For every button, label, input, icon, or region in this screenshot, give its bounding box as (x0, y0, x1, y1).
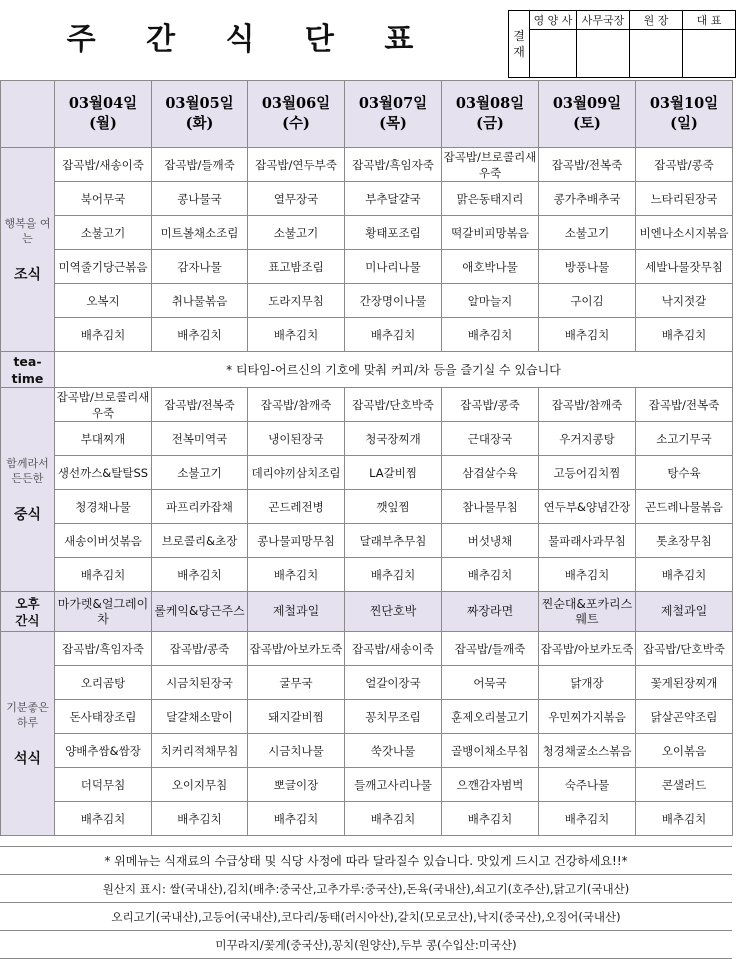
menu-item: 잡곡밥/브로콜리새우죽 (55, 388, 152, 422)
menu-item: 연두부&양념간장 (539, 490, 636, 524)
menu-item: 훈제오리불고기 (442, 700, 539, 734)
menu-item: 잡곡밥/브로콜리새우죽 (442, 148, 539, 182)
approval-role: 사무국장 (577, 11, 630, 30)
snack-item: 마가렛&얼그레이차 (55, 592, 152, 632)
menu-item: 탕수육 (636, 456, 733, 490)
menu-item: 배추김치 (636, 802, 733, 836)
menu-item: 소불고기 (539, 216, 636, 250)
day-weekday: (금) (476, 115, 504, 132)
snack-item: 제철과일 (248, 592, 345, 632)
menu-item: 오복지 (55, 284, 152, 318)
menu-item: 소불고기 (248, 216, 345, 250)
menu-item: 배추김치 (345, 558, 442, 592)
menu-item: 잡곡밥/흑임자죽 (345, 148, 442, 182)
menu-item: 북어무국 (55, 182, 152, 216)
menu-item: 잡곡밥/콩죽 (442, 388, 539, 422)
menu-item: 배추김치 (345, 802, 442, 836)
menu-item: 잡곡밥/전복죽 (539, 148, 636, 182)
menu-item: 맑은동태지리 (442, 182, 539, 216)
menu-item: 근대장국 (442, 422, 539, 456)
menu-item: 구이김 (539, 284, 636, 318)
menu-item: 잡곡밥/들깨죽 (442, 632, 539, 666)
menu-item: 배추김치 (55, 558, 152, 592)
menu-item: 달걀채소말이 (152, 700, 248, 734)
menu-item: 잡곡밥/참깨죽 (539, 388, 636, 422)
menu-item: 쑥갓나물 (345, 734, 442, 768)
menu-item: 어묵국 (442, 666, 539, 700)
menu-item: LA갈비찜 (345, 456, 442, 490)
menu-item: 우민찌가지볶음 (539, 700, 636, 734)
menu-item: 배추김치 (442, 318, 539, 352)
menu-item: 떡갈비피망볶음 (442, 216, 539, 250)
corner-cell (1, 81, 55, 148)
menu-item: 청국장찌개 (345, 422, 442, 456)
day-date: 03월04일 (68, 95, 138, 112)
menu-item: 골뱅이채소무침 (442, 734, 539, 768)
menu-item: 물파래사과무침 (539, 524, 636, 558)
menu-item: 열무장국 (248, 182, 345, 216)
menu-item: 잡곡밥/새송이죽 (345, 632, 442, 666)
menu-item: 콘샐러드 (636, 768, 733, 802)
menu-item: 꽁치무조림 (345, 700, 442, 734)
menu-item: 감자나물 (152, 250, 248, 284)
approval-role: 원 장 (630, 11, 683, 30)
header (0, 0, 736, 80)
menu-item: 잡곡밥/들깨죽 (152, 148, 248, 182)
menu-item: 브로콜리&초장 (152, 524, 248, 558)
menu-item: 배추김치 (636, 318, 733, 352)
snack-label (1, 592, 55, 632)
day-weekday: (일) (670, 115, 698, 132)
snack-label-line: 간식 (15, 612, 40, 628)
menu-item: 데리야끼삼치조림 (248, 456, 345, 490)
day-header (55, 81, 152, 148)
menu-item: 배추김치 (539, 318, 636, 352)
menu-item: 곤드레전병 (248, 490, 345, 524)
menu-item: 미트볼채소조림 (152, 216, 248, 250)
menu-item: 뽀글이장 (248, 768, 345, 802)
day-header (248, 81, 345, 148)
menu-item: 냉이된장국 (248, 422, 345, 456)
dinner-subtitle: 기분좋은 하루 (6, 701, 49, 729)
menu-item: 세발나물잣무침 (636, 250, 733, 284)
menu-item: 부대찌개 (55, 422, 152, 456)
menu-item: 잡곡밥/단호박죽 (345, 388, 442, 422)
lunch-subtitle: 함께라서 든든한 (6, 457, 49, 485)
menu-item: 취나물볶음 (152, 284, 248, 318)
menu-item: 시금치된장국 (152, 666, 248, 700)
menu-item: 비엔나소시지볶음 (636, 216, 733, 250)
origin-line: 원산지 표시: 쌀(국내산),김치(배추:중국산,고추가루:중국산),돈육(국내산),쇠고기(호주산),닭고기(국내산) (0, 875, 732, 903)
approval-role: 대 표 (683, 11, 736, 30)
menu-item: 배추김치 (152, 558, 248, 592)
menu-item: 배추김치 (248, 558, 345, 592)
breakfast-label-cell (1, 148, 55, 352)
menu-item: 배추김치 (248, 802, 345, 836)
day-header (636, 81, 733, 148)
menu-item: 잡곡밥/콩죽 (152, 632, 248, 666)
menu-item: 치커리적채무침 (152, 734, 248, 768)
menu-item: 오이지무침 (152, 768, 248, 802)
day-date: 03월08일 (455, 95, 525, 112)
day-date: 03월07일 (358, 95, 428, 112)
menu-item: 새송이버섯볶음 (55, 524, 152, 558)
menu-item: 잡곡밥/아보카도죽 (539, 632, 636, 666)
menu-item: 배추김치 (442, 802, 539, 836)
menu-item: 잡곡밥/새송이죽 (55, 148, 152, 182)
menu-item: 배추김치 (539, 558, 636, 592)
menu-item: 으깬감자범벅 (442, 768, 539, 802)
menu-item: 배추김치 (55, 802, 152, 836)
menu-item: 전복미역국 (152, 422, 248, 456)
lunch-label: 중식 (13, 507, 42, 523)
page-title: 주 간 식 단 표 (66, 22, 434, 57)
day-date: 03월09일 (552, 95, 622, 112)
menu-item: 배추김치 (442, 558, 539, 592)
menu-item: 낙지젓갈 (636, 284, 733, 318)
menu-item: 방풍나물 (539, 250, 636, 284)
menu-item: 돼지갈비찜 (248, 700, 345, 734)
menu-item: 닭개장 (539, 666, 636, 700)
menu-item: 부추달걀국 (345, 182, 442, 216)
approval-role: 영 양 사 (530, 11, 577, 30)
menu-item: 우거지콩탕 (539, 422, 636, 456)
day-header (152, 81, 248, 148)
menu-item: 배추김치 (248, 318, 345, 352)
menu-item: 숙주나물 (539, 768, 636, 802)
menu-item: 배추김치 (636, 558, 733, 592)
menu-item: 생선까스&탈탈SS (55, 456, 152, 490)
footer (0, 846, 732, 959)
snack-item: 찐순대&포카리스웨트 (539, 592, 636, 632)
menu-item: 황태포조림 (345, 216, 442, 250)
menu-item: 잡곡밥/아보카도죽 (248, 632, 345, 666)
day-header (442, 81, 539, 148)
menu-item: 청경채나물 (55, 490, 152, 524)
menu-item: 곤드레나물볶음 (636, 490, 733, 524)
menu-item: 표고밤조림 (248, 250, 345, 284)
signature-cell[interactable] (577, 30, 630, 78)
menu-item: 깻잎찜 (345, 490, 442, 524)
menu-item: 더덕무침 (55, 768, 152, 802)
menu-item: 양배추쌈&쌈장 (55, 734, 152, 768)
menu-item: 톳초장무침 (636, 524, 733, 558)
menu-item: 미역줄기당근볶음 (55, 250, 152, 284)
day-date: 03월10일 (649, 95, 719, 112)
menu-item: 콩나물피망무침 (248, 524, 345, 558)
day-weekday: (토) (573, 115, 601, 132)
menu-item: 청경채굴소스볶음 (539, 734, 636, 768)
snack-item: 짜장라면 (442, 592, 539, 632)
signature-cell[interactable] (683, 30, 736, 78)
snack-item: 제철과일 (636, 592, 733, 632)
teatime-text: * 티타임-어르신의 기호에 맞춰 커피/차 등을 즐기실 수 있습니다 (55, 352, 733, 388)
menu-item: 간장명이나물 (345, 284, 442, 318)
breakfast-subtitle: 행복을 여는 (4, 217, 51, 245)
menu-item: 닭살곤약조림 (636, 700, 733, 734)
menu-item: 배추김치 (539, 802, 636, 836)
menu-item: 굴무국 (248, 666, 345, 700)
menu-item: 잡곡밥/연두부죽 (248, 148, 345, 182)
weekly-menu-table (0, 80, 733, 836)
menu-item: 배추김치 (152, 802, 248, 836)
signature-cell[interactable] (630, 30, 683, 78)
day-weekday: (수) (282, 115, 310, 132)
menu-item: 잡곡밥/참깨죽 (248, 388, 345, 422)
approval-box (508, 10, 736, 78)
day-weekday: (목) (379, 115, 407, 132)
signature-cell[interactable] (530, 30, 577, 78)
menu-item: 잡곡밥/단호박죽 (636, 632, 733, 666)
menu-item: 시금치나물 (248, 734, 345, 768)
approval-label: 결 재 (509, 11, 530, 78)
menu-item: 들깨고사리나물 (345, 768, 442, 802)
teatime-label: tea-time (1, 352, 55, 388)
menu-item: 오이볶음 (636, 734, 733, 768)
menu-item: 잡곡밥/전복죽 (636, 388, 733, 422)
day-date: 03월06일 (261, 95, 331, 112)
day-date: 03월05일 (165, 95, 234, 112)
menu-item: 참나물무침 (442, 490, 539, 524)
menu-item: 알마늘지 (442, 284, 539, 318)
snack-label-line: 오후 (15, 595, 40, 611)
menu-item: 배추김치 (55, 318, 152, 352)
menu-item: 콩나물국 (152, 182, 248, 216)
menu-item: 소고기무국 (636, 422, 733, 456)
menu-item: 콩가추배추국 (539, 182, 636, 216)
menu-item: 소불고기 (152, 456, 248, 490)
menu-item: 돈사태장조림 (55, 700, 152, 734)
menu-item: 잡곡밥/흑임자죽 (55, 632, 152, 666)
menu-item: 잡곡밥/콩죽 (636, 148, 733, 182)
day-weekday: (월) (89, 115, 117, 132)
menu-item: 잡곡밥/전복죽 (152, 388, 248, 422)
menu-item: 버섯냉채 (442, 524, 539, 558)
snack-item: 롤케익&당근주스 (152, 592, 248, 632)
menu-item: 도라지무침 (248, 284, 345, 318)
lunch-label-cell (1, 388, 55, 592)
menu-item: 배추김치 (152, 318, 248, 352)
footer-note: * 위메뉴는 식재료의 수급상태 및 식당 사정에 따라 달라질수 있습니다. 맛있게 드시고 건강하세요!!* (0, 847, 732, 875)
menu-item: 꽃게된장찌개 (636, 666, 733, 700)
breakfast-label: 조식 (13, 267, 42, 283)
menu-item: 배추김치 (345, 318, 442, 352)
origin-line: 미꾸라지/꽃게(중국산),꽁치(원양산),두부 콩(수입산:미국산) (0, 931, 732, 959)
dinner-label-cell (1, 632, 55, 836)
menu-item: 미나리나물 (345, 250, 442, 284)
menu-item: 오리곰탕 (55, 666, 152, 700)
menu-item: 느타리된장국 (636, 182, 733, 216)
dinner-label: 석식 (13, 751, 42, 767)
day-header (539, 81, 636, 148)
day-weekday: (화) (185, 115, 214, 132)
menu-item: 애호박나물 (442, 250, 539, 284)
day-header (345, 81, 442, 148)
menu-item: 얼갈이장국 (345, 666, 442, 700)
menu-item: 달래부추무침 (345, 524, 442, 558)
origin-line: 오리고기(국내산),고등어(국내산),코다리/동태(러시아산),갈치(모로코산),낙지(중국산),오징어(국내산) (0, 903, 732, 931)
menu-item: 고등어김치찜 (539, 456, 636, 490)
menu-item: 파프리카잡채 (152, 490, 248, 524)
snack-item: 찐단호박 (345, 592, 442, 632)
menu-item: 삼겹살수육 (442, 456, 539, 490)
menu-item: 소불고기 (55, 216, 152, 250)
